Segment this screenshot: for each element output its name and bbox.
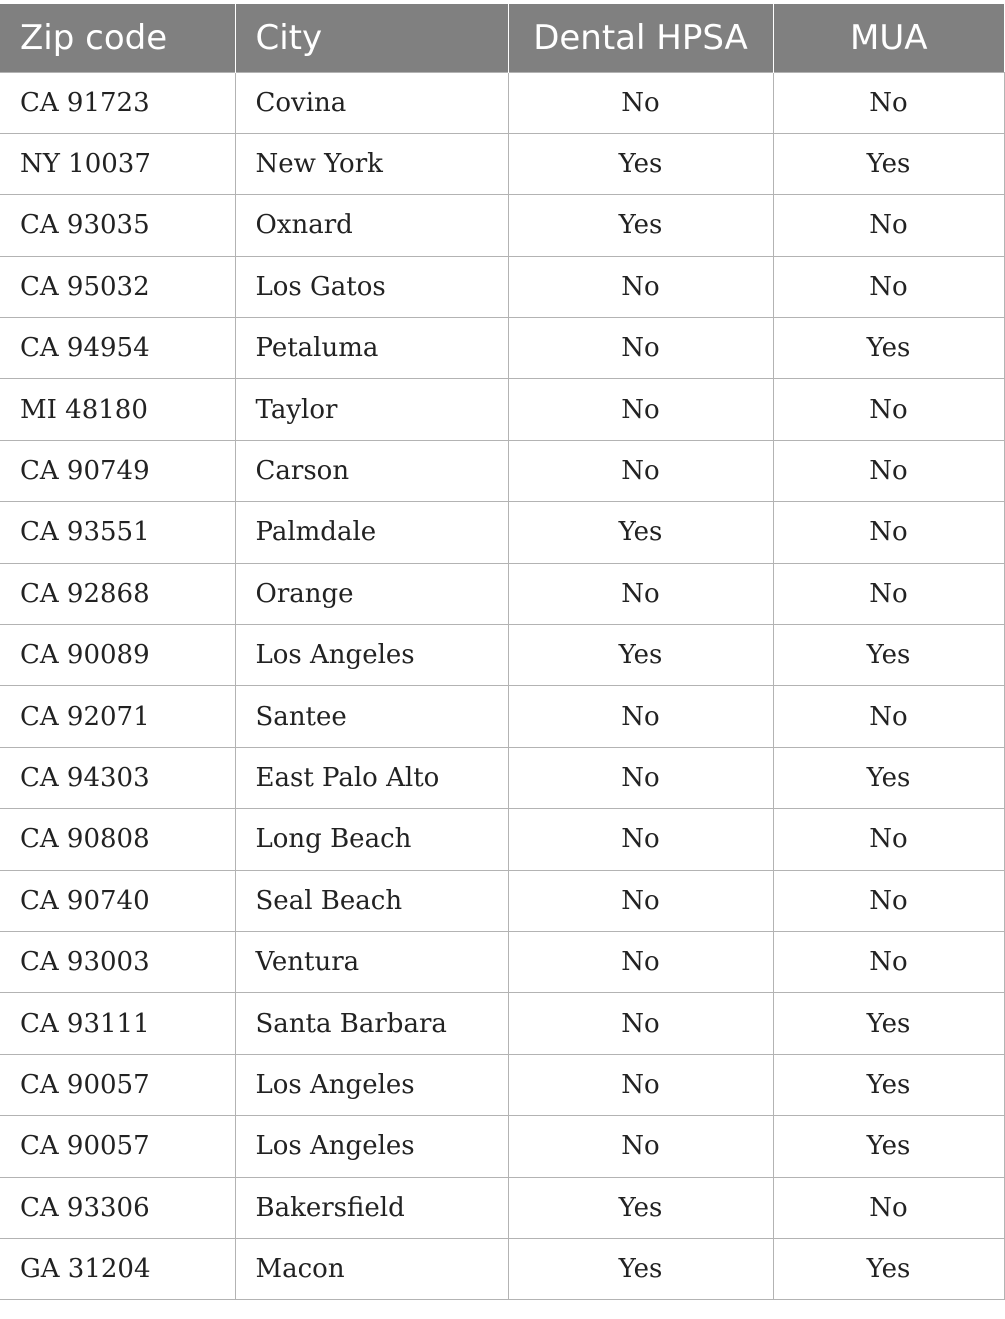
header-row (0, 4, 1004, 72)
zip-code-cell: CA 93003 (0, 931, 235, 992)
header-dental-hpsa: Dental HPSA (508, 4, 773, 72)
city-cell: East Palo Alto (235, 747, 508, 808)
mua-cell: Yes (773, 747, 1004, 808)
city-cell: Bakersfield (235, 1177, 508, 1238)
zip-code-table (0, 4, 1005, 1300)
city-cell: Oxnard (235, 195, 508, 256)
mua-cell: No (773, 563, 1004, 624)
zip-code-cell: CA 90057 (0, 1054, 235, 1115)
table-row (0, 195, 1004, 256)
dental-hpsa-cell: No (508, 1116, 773, 1177)
table-row (0, 379, 1004, 440)
mua-cell: No (773, 256, 1004, 317)
dental-hpsa-cell: No (508, 1054, 773, 1115)
dental-hpsa-cell: No (508, 318, 773, 379)
table-row (0, 993, 1004, 1054)
table-header (0, 4, 1004, 72)
dental-hpsa-cell: No (508, 563, 773, 624)
table-body (0, 72, 1004, 1300)
dental-hpsa-cell: Yes (508, 1177, 773, 1238)
dental-hpsa-cell: Yes (508, 1238, 773, 1299)
city-cell: Macon (235, 1238, 508, 1299)
mua-cell: No (773, 502, 1004, 563)
table-row (0, 133, 1004, 194)
zip-code-cell: CA 90749 (0, 440, 235, 501)
dental-hpsa-cell: No (508, 72, 773, 133)
zip-code-cell: CA 90808 (0, 809, 235, 870)
dental-hpsa-cell: No (508, 747, 773, 808)
dental-hpsa-cell: No (508, 870, 773, 931)
table-row (0, 747, 1004, 808)
header-mua: MUA (773, 4, 1004, 72)
zip-code-cell: GA 31204 (0, 1238, 235, 1299)
city-cell: Seal Beach (235, 870, 508, 931)
mua-cell: No (773, 440, 1004, 501)
header-city: City (235, 4, 508, 72)
mua-cell: No (773, 809, 1004, 870)
table-row (0, 809, 1004, 870)
zip-code-cell: MI 48180 (0, 379, 235, 440)
mua-cell: No (773, 686, 1004, 747)
mua-cell: Yes (773, 318, 1004, 379)
zip-code-cell: NY 10037 (0, 133, 235, 194)
zip-code-cell: CA 95032 (0, 256, 235, 317)
city-cell: Los Angeles (235, 625, 508, 686)
table-row (0, 563, 1004, 624)
dental-hpsa-cell: Yes (508, 625, 773, 686)
mua-cell: No (773, 1177, 1004, 1238)
table-row (0, 502, 1004, 563)
table-row (0, 1054, 1004, 1115)
dental-hpsa-cell: Yes (508, 502, 773, 563)
mua-cell: Yes (773, 1054, 1004, 1115)
mua-cell: No (773, 72, 1004, 133)
city-cell: Covina (235, 72, 508, 133)
table-row (0, 1238, 1004, 1299)
zip-code-cell: CA 92071 (0, 686, 235, 747)
table-row (0, 1116, 1004, 1177)
table-row (0, 870, 1004, 931)
city-cell: Santee (235, 686, 508, 747)
city-cell: Los Gatos (235, 256, 508, 317)
city-cell: New York (235, 133, 508, 194)
zip-code-cell: CA 93551 (0, 502, 235, 563)
zip-code-cell: CA 91723 (0, 72, 235, 133)
dental-hpsa-cell: No (508, 379, 773, 440)
city-cell: Carson (235, 440, 508, 501)
dental-hpsa-cell: No (508, 686, 773, 747)
mua-cell: Yes (773, 1238, 1004, 1299)
dental-hpsa-cell: Yes (508, 133, 773, 194)
dental-hpsa-cell: No (508, 440, 773, 501)
city-cell: Santa Barbara (235, 993, 508, 1054)
mua-cell: No (773, 870, 1004, 931)
zip-code-cell: CA 92868 (0, 563, 235, 624)
zip-code-cell: CA 93035 (0, 195, 235, 256)
city-cell: Palmdale (235, 502, 508, 563)
city-cell: Long Beach (235, 809, 508, 870)
zip-code-cell: CA 93306 (0, 1177, 235, 1238)
city-cell: Ventura (235, 931, 508, 992)
city-cell: Petaluma (235, 318, 508, 379)
mua-cell: Yes (773, 133, 1004, 194)
table-row (0, 625, 1004, 686)
zip-code-cell: CA 90089 (0, 625, 235, 686)
city-cell: Los Angeles (235, 1054, 508, 1115)
table-row (0, 686, 1004, 747)
dental-hpsa-cell: No (508, 993, 773, 1054)
mua-cell: Yes (773, 1116, 1004, 1177)
dental-hpsa-cell: No (508, 256, 773, 317)
dental-hpsa-cell: No (508, 809, 773, 870)
zip-code-cell: CA 93111 (0, 993, 235, 1054)
table-row (0, 318, 1004, 379)
mua-cell: No (773, 195, 1004, 256)
city-cell: Orange (235, 563, 508, 624)
zip-code-cell: CA 90057 (0, 1116, 235, 1177)
table-row (0, 931, 1004, 992)
mua-cell: No (773, 379, 1004, 440)
table-row (0, 440, 1004, 501)
city-cell: Taylor (235, 379, 508, 440)
zip-code-cell: CA 94303 (0, 747, 235, 808)
mua-cell: No (773, 931, 1004, 992)
zip-code-cell: CA 94954 (0, 318, 235, 379)
mua-cell: Yes (773, 625, 1004, 686)
dental-hpsa-cell: Yes (508, 195, 773, 256)
zip-code-cell: CA 90740 (0, 870, 235, 931)
city-cell: Los Angeles (235, 1116, 508, 1177)
table-row (0, 1177, 1004, 1238)
dental-hpsa-cell: No (508, 931, 773, 992)
table-row (0, 256, 1004, 317)
table-row (0, 72, 1004, 133)
header-zip-code: Zip code (0, 4, 235, 72)
mua-cell: Yes (773, 993, 1004, 1054)
